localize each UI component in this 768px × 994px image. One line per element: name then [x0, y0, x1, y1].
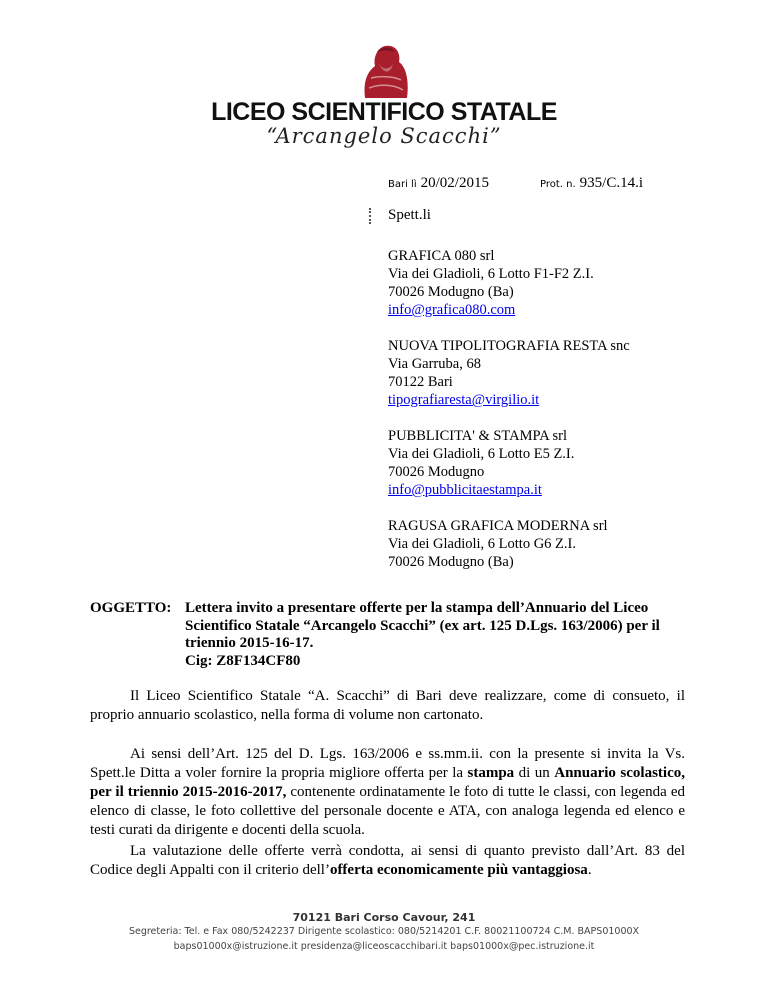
subject-label: OGGETTO:: [90, 600, 172, 616]
recipient-city: 70026 Modugno: [388, 464, 485, 480]
paragraph-text: Il Liceo Scientifico Statale “A. Scacchi” di Bari deve realizzare, come di consueto, il proprio annuario scolastico, nella forma di volume non cartonato.: [90, 688, 685, 723]
recipient-email-link[interactable]: tipografiaresta@virgilio.it: [388, 392, 540, 408]
text-run: .: [587, 862, 592, 878]
letter-date: 20/02/2015: [420, 175, 489, 191]
school-name: LICEO SCIENTIFICO STATALE: [211, 98, 557, 126]
recipient-address: Via Garruba, 68: [388, 356, 481, 372]
recipient-email-link[interactable]: info@pubblicitaestampa.it: [388, 482, 542, 498]
footer-contacts: Segreteria: Tel. e Fax 080/5242237 Dirigente scolastico: 080/5214201 C.F. 80021100724 C.M. BAPS01000X: [128, 926, 640, 937]
recipient-address: Via dei Gladioli, 6 Lotto F1-F2 Z.I.: [388, 266, 594, 282]
recipients-list: [388, 247, 630, 589]
subject-line: Scientifico Statale “Arcangelo Scacchi” (ex art. 125 D.Lgs. 163/2006) per il: [185, 617, 660, 634]
paragraph-text: [90, 842, 685, 880]
dotted-marker: [369, 208, 375, 224]
subject-line: triennio 2015-16-17.: [185, 635, 314, 651]
place-label: Bari lì: [388, 179, 417, 190]
text-run: Ai sensi dell’Art. 125 del D. Lgs. 163/2006 e ss.mm.ii. con la presente si invita la Vs. Spett.le Ditta a voler fornire la propria migliore offerta per la: [90, 746, 685, 781]
text-run: La valutazione delle offerte verrà condotta, ai sensi di quanto previsto dall’Art. 83 del Codice degli Appalti con il criterio dell’: [90, 843, 685, 878]
prot-line: [540, 174, 643, 192]
recipient-city: 70026 Modugno (Ba): [388, 554, 514, 570]
recipient-address: Via dei Gladioli, 6 Lotto E5 Z.I.: [388, 446, 575, 462]
footer-address: 70121 Bari Corso Cavour, 241: [292, 911, 476, 924]
date-line: [388, 174, 489, 192]
school-logo-emblem: [355, 42, 415, 98]
recipient-address: Via dei Gladioli, 6 Lotto G6 Z.I.: [388, 536, 576, 552]
recipient: [388, 517, 630, 571]
recipient-name: GRAFICA 080 srl: [388, 248, 495, 264]
text-run: di un: [514, 765, 555, 781]
text-run-bold: offerta economicamente più vantaggiosa: [329, 862, 588, 878]
body-paragraph-1: [90, 687, 685, 725]
recipient-city: 70026 Modugno (Ba): [388, 284, 514, 300]
body-paragraph-3: [90, 842, 685, 880]
text-run: contenente ordinatamente le foto di tutte le classi, con legenda ed elenco di classe, le foto collettive del personale docente e ATA, con analoga legenda ed elenco e testi curati da dirigente e docenti della scuola.: [90, 784, 686, 838]
recipient: [388, 337, 630, 409]
paragraph-text: [90, 745, 685, 840]
recipient: [388, 247, 630, 319]
recipient-name: PUBBLICITA' & STAMPA srl: [388, 428, 568, 444]
footer-emails: baps01000x@istruzione.it presidenza@liceoscacchibari.it baps01000x@pec.istruzione.it: [173, 941, 595, 952]
text-run-bold: stampa: [467, 765, 515, 781]
recipient-name: RAGUSA GRAFICA MODERNA srl: [388, 518, 608, 534]
recipient-name: NUOVA TIPOLITOGRAFIA RESTA snc: [388, 338, 630, 354]
salutation: Spett.li: [388, 207, 431, 223]
body-paragraph-2: [90, 745, 685, 840]
school-subtitle: “Arcangelo Scacchi”: [266, 124, 502, 148]
prot-label: Prot. n.: [540, 179, 576, 190]
subject-cig: Cig: Z8F134CF80: [185, 652, 301, 669]
subject-line: Lettera invito a presentare offerte per la stampa dell’Annuario del Liceo: [185, 600, 649, 616]
subject-text: [185, 600, 690, 670]
prot-number: 935/C.14.i: [579, 175, 644, 191]
text-run-bold: Annuario scolastico, per il triennio 2015-2016-2017,: [90, 765, 685, 800]
recipient-email-link[interactable]: info@grafica080.com: [388, 302, 516, 318]
recipient-city: 70122 Bari: [388, 374, 453, 390]
recipient: [388, 427, 630, 499]
